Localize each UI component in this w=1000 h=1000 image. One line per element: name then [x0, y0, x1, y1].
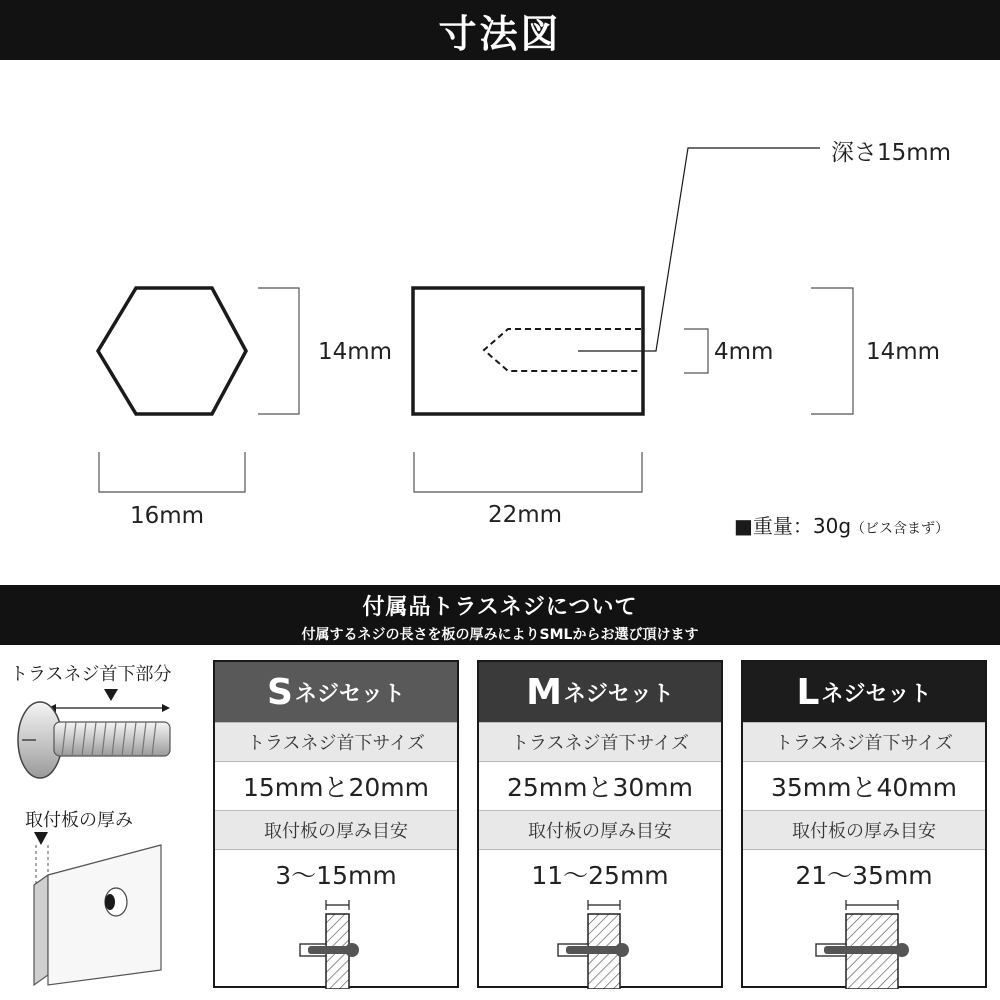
screw-marker-icon	[104, 689, 118, 701]
hex-width-label: 16mm	[130, 503, 205, 529]
weight-value: ■重量：30g	[734, 514, 852, 538]
card-size-header: トラスネジ首下サイズ	[743, 722, 985, 762]
screw-length-label: トラスネジ首下部分	[10, 664, 172, 685]
hole-dia-label: 4mm	[714, 339, 774, 365]
card-thickness-value: 11〜25mm	[531, 861, 669, 890]
card-size-header: トラスネジ首下サイズ	[479, 722, 721, 762]
screw-section-subtitle: 付属するネジの長さを板の厚みによりSMLからお選び頂けます	[301, 627, 699, 643]
card-size-letter: S	[267, 671, 293, 713]
depth-leader-line	[578, 148, 820, 351]
card-set-name: ネジセット	[294, 681, 405, 707]
card-size-letter: L	[796, 671, 820, 713]
screw-set-card-l	[741, 660, 987, 988]
page-title: 寸法図	[0, 0, 1000, 60]
card-size-letter: M	[526, 671, 562, 713]
hex-height-bracket	[258, 288, 299, 414]
screw-section-title: 付属品トラスネジについて	[362, 595, 638, 620]
board-cross-section-m	[480, 894, 720, 989]
board-cross-section-l	[744, 894, 984, 989]
card-header	[479, 662, 721, 722]
card-thickness-value: 21〜35mm	[795, 861, 933, 890]
board-side-face	[34, 875, 48, 985]
board-marker-icon	[34, 832, 48, 845]
card-thickness-header: 取付板の厚み目安	[743, 810, 985, 850]
screw-and-board-illustration	[0, 0, 210, 1000]
card-header	[743, 662, 985, 722]
side-height-label: 14mm	[866, 339, 941, 365]
card-size-value: 35mmと40mm	[770, 773, 958, 802]
card-size-value: 15mmと20mm	[242, 773, 430, 802]
card-size-header: トラスネジ首下サイズ	[215, 722, 457, 762]
weight-note: （ビス含まず）	[851, 521, 950, 537]
board-front-face	[48, 845, 161, 985]
hex-height-label: 14mm	[318, 339, 393, 365]
card-set-name: ネジセット	[821, 681, 932, 707]
side-height-bracket	[811, 288, 853, 414]
card-header	[215, 662, 457, 722]
card-set-name: ネジセット	[563, 681, 674, 707]
screw-set-card-m	[477, 660, 723, 988]
side-length-bracket	[414, 452, 642, 492]
hidden-hole	[484, 329, 641, 371]
board-thickness-label: 取付板の厚み	[25, 810, 133, 831]
card-thickness-header: 取付板の厚み目安	[479, 810, 721, 850]
screw-set-card-s	[213, 660, 459, 988]
depth-label: 深さ15mm	[831, 140, 952, 166]
board-cross-section-s	[216, 894, 456, 989]
card-thickness-value: 3〜15mm	[275, 861, 397, 890]
hole-dia-bracket	[684, 329, 708, 373]
weight-info	[734, 510, 949, 539]
card-size-value: 25mmと30mm	[506, 773, 694, 802]
card-thickness-header: 取付板の厚み目安	[215, 810, 457, 850]
side-length-label: 22mm	[488, 502, 563, 528]
